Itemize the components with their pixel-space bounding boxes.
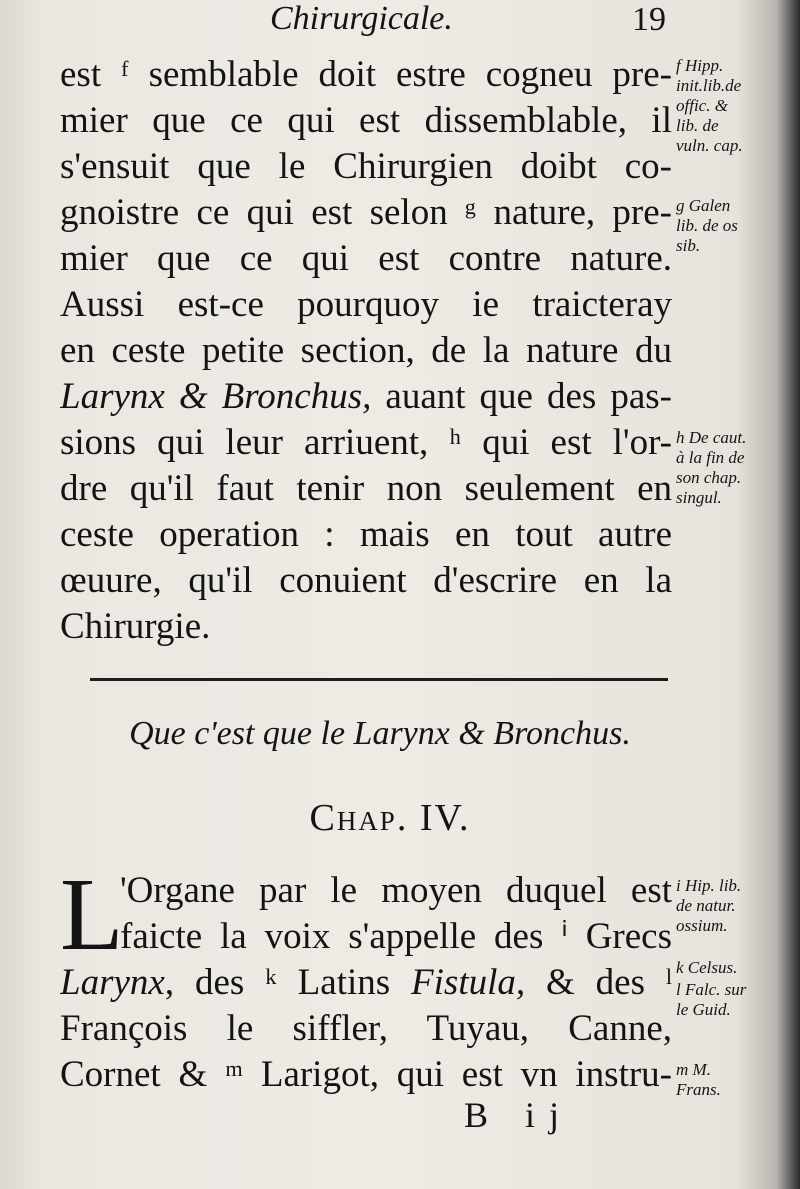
text-line: Chirurgie. — [60, 606, 211, 647]
margin-note-f: f Hipp. init.lib.de offic. & lib. de vuln. cap. — [676, 56, 743, 155]
italic-term: Larynx — [60, 962, 165, 1003]
text-block-chapter — [60, 857, 672, 1098]
margin-note-i: i Hip. lib. de natur. ossium. — [676, 876, 742, 935]
text-line: s'ensuit que le Chirurgien doibt co- — [60, 146, 672, 187]
text-line-mixed — [60, 960, 672, 1006]
section-divider-rule — [90, 678, 668, 681]
dropcap-wrapper — [60, 857, 672, 972]
margin-note-m: m M. Frans. — [676, 1060, 721, 1099]
text-line: dre qu'il faut tenir non seulement en — [60, 468, 672, 509]
margin-note-l: l Falc. sur le Guid. — [676, 980, 747, 1019]
text-line: Aussi est-ce pourquoy ie traicteray — [60, 284, 672, 325]
text-line: ceste operation : mais en tout autre — [60, 514, 672, 555]
text-line: Cornet & ᵐ Larigot, qui est vn instru- — [60, 1054, 672, 1095]
text-fragment: & des ˡ — [546, 962, 672, 1003]
text-fragment: auant que des pas- — [385, 376, 672, 417]
page-number: 19 — [632, 1, 666, 38]
signature-mark: B ij — [464, 1095, 574, 1135]
text-line: François le siffler, Tuyau, Canne, — [60, 1008, 672, 1049]
text-line: mier que ce qui est dissemblable, il — [60, 100, 672, 141]
section-title: Que c'est que le Larynx & Bronchus. — [129, 715, 631, 752]
text-line: mier que ce qui est contre nature. — [60, 238, 672, 279]
text-line-mixed — [60, 374, 672, 420]
text-line: sions qui leur arriuent, ʰ qui est l'or- — [60, 422, 672, 463]
text-line: est ᶠ semblable doit estre cogneu pre- — [60, 54, 672, 95]
margin-note-h: h De caut. à la fin de son chap. singul. — [676, 428, 747, 507]
text-block-main — [60, 52, 672, 650]
drop-capital: L — [60, 857, 124, 972]
margin-note-g: g Galen lib. de os sib. — [676, 196, 738, 255]
text-line: gnoistre ce qui est selon ᵍ nature, pre- — [60, 192, 672, 233]
italic-term: Larynx & Bronchus, — [60, 376, 372, 417]
text-line: 'Organe par le moyen duquel est — [120, 870, 672, 911]
text-fragment: , des ᵏ Latins — [164, 962, 391, 1003]
margin-note-k: k Celsus. — [676, 958, 738, 977]
text-line: en ceste petite section, de la nature du — [60, 330, 672, 371]
text-line: œuure, qu'il conuient d'escrire en la — [60, 560, 672, 601]
text-line: faicte la voix s'appelle des ⁱ Grecs — [120, 916, 672, 957]
running-head: Chirurgicale. — [270, 0, 453, 37]
italic-term: Fistula, — [411, 962, 526, 1003]
chapter-heading: Chap. IV. — [309, 797, 471, 839]
